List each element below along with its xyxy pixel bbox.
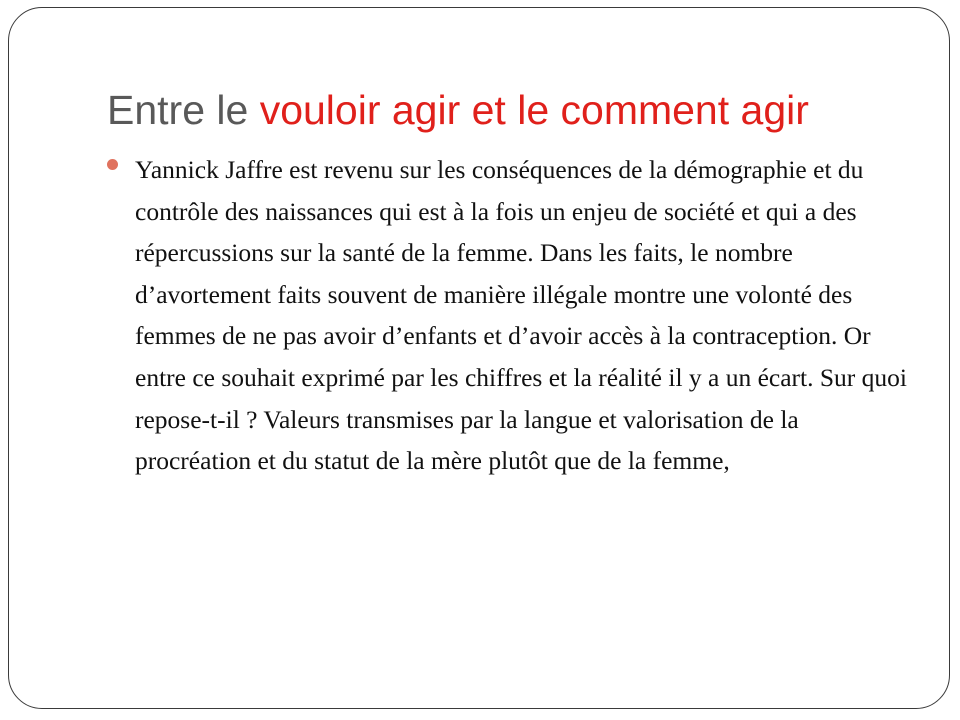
bullet-dot-icon (107, 159, 118, 170)
title-accent-text: vouloir agir et le comment agir (259, 87, 809, 133)
bullet-item (107, 149, 917, 482)
slide-title (107, 80, 907, 140)
title-lead-text: Entre le (107, 87, 260, 133)
bullet-list (107, 155, 917, 482)
bullet-text: Yannick Jaffre est revenu sur les conséquences de la démographie et du contrôle des naissances qui est à la fois un enjeu de société et qui a des répercussions sur la santé de la femme. Dans les faits, le nombre d’avortement faits souvent de manière illégale montre une volonté des femmes de ne pas avoir d’enfants et d’avoir accès à la contraception. Or entre ce souhait exprimé par les chiffres et la réalité il y a un écart. Sur quoi repose-t-il ? Valeurs transmises par la langue et valorisation de la procréation et du statut de la mère plutôt que de la femme, (135, 155, 908, 476)
